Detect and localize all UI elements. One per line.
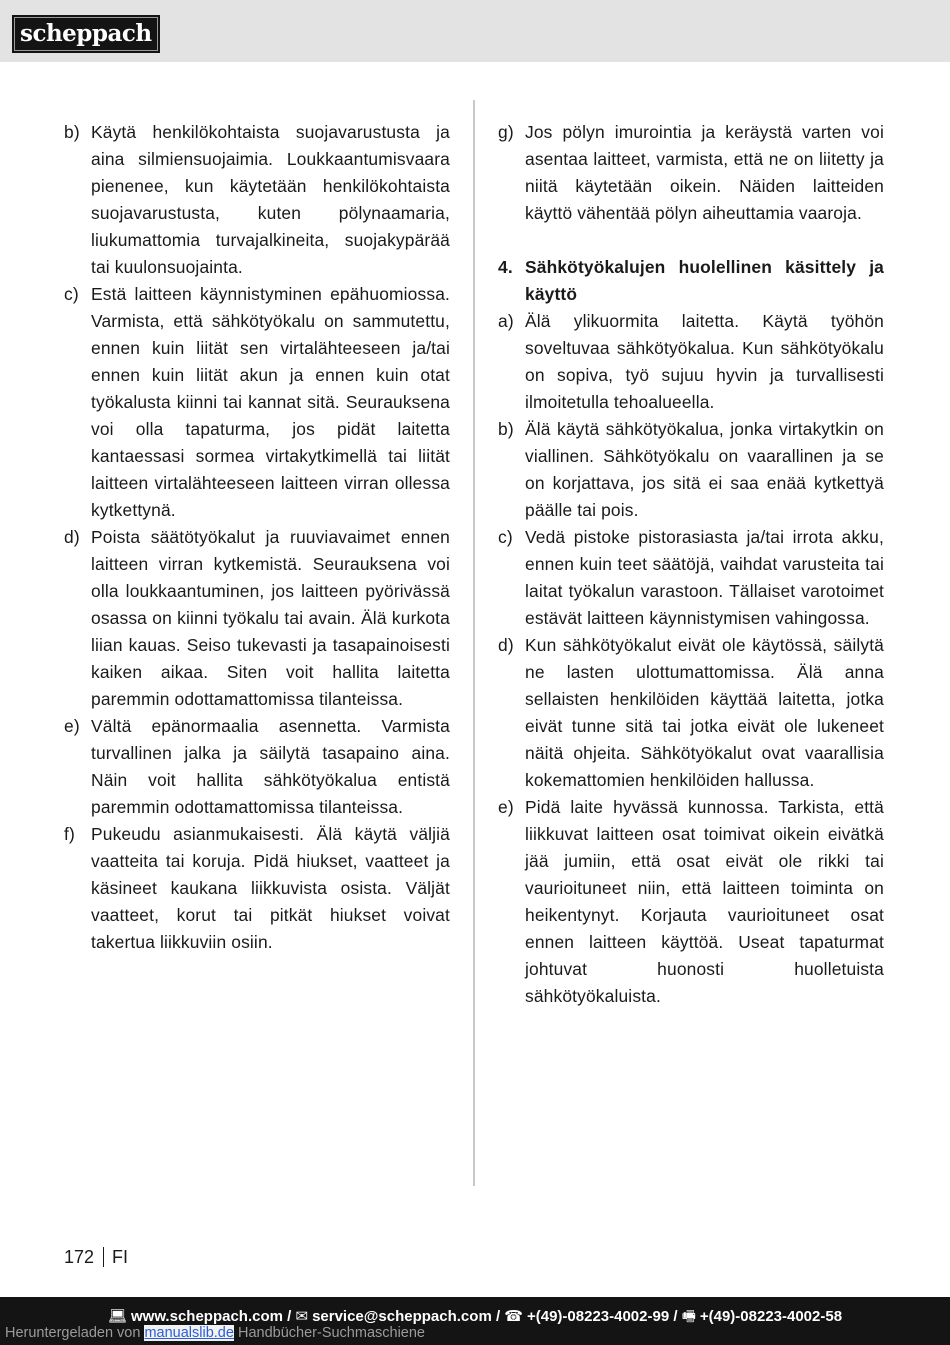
fax-icon: 🖷︎ bbox=[681, 1308, 696, 1325]
footer-bar bbox=[0, 1297, 950, 1345]
item-text: Käytä henkilökohtaista suojavarustusta ja aina silmiensuojaimia. Loukkaantumisvaara pienenee, kun käytetään henkilökohtaista suojavarustusta, kuten pölynaamaria, liukumattomia turvajalkineita, suojakypärää tai kuulonsuojainta. bbox=[91, 122, 450, 277]
list-item-e bbox=[64, 713, 450, 821]
item-text: Estä laitteen käynnistyminen epähuomiossa. Varmista, että sähkötyökalu on sammutettu, ennen kuin liität sen virtalähteeseen ja/tai ennen kuin liität akun ja ennen kuin otat työkalusta kiinni tai kannat sitä. Seurauksena voi olla tapaturma, jos pidät laitetta kantaessasi sormea virtakytkimellä tai liität laitteen virtalähteeseen laitteen virran ollessa kytkettynä. bbox=[91, 284, 450, 520]
page-language: FI bbox=[112, 1247, 129, 1267]
email-link[interactable]: service@scheppach.com / bbox=[312, 1308, 501, 1325]
list-item-d bbox=[498, 632, 884, 794]
item-text: Pukeudu asianmukaisesti. Älä käytä väljiä vaatteita tai koruja. Pidä hiukset, vaatteet ja käsineet kaukana liikkuvista osista. Väljät vaatteet, korut tai pitkät hiukset voivat takertua liikkuviin osiin. bbox=[91, 824, 450, 952]
list-item-b bbox=[498, 416, 884, 524]
item-marker: c) bbox=[64, 284, 79, 304]
item-marker: e) bbox=[64, 716, 80, 736]
list-item-c bbox=[498, 524, 884, 632]
list-item-e bbox=[498, 794, 884, 1010]
header-bar bbox=[0, 0, 950, 62]
left-column bbox=[64, 119, 450, 956]
scheppach-logo: scheppach bbox=[12, 15, 160, 53]
item-marker: f) bbox=[64, 824, 75, 844]
column-divider bbox=[473, 100, 475, 1186]
right-column bbox=[498, 119, 884, 1010]
download-prefix: Heruntergeladen von bbox=[5, 1325, 141, 1341]
item-text: Älä käytä sähkötyökalua, jonka virtakytkin on viallinen. Sähkötyökalu on vaarallinen ja se on korjattava, jos sitä ei saa enää kytkettyä päälle tai pois. bbox=[525, 419, 884, 520]
fax-number: +(49)-08223-4002-58 bbox=[699, 1308, 843, 1325]
item-marker: g) bbox=[498, 122, 514, 142]
item-text: Vedä pistoke pistorasiasta ja/tai irrota akku, ennen kuin teet säätöjä, vaihdat varusteita tai laitat työkalun varastoon. Tällaiset varotoimet estävät laitteen käynnistymisen vahingossa. bbox=[525, 527, 884, 628]
website-link[interactable]: www.scheppach.com / bbox=[130, 1308, 292, 1325]
item-text: Jos pölyn imurointia ja keräystä varten voi asentaa laitteet, varmista, että ne on liitetty ja niitä käytetään oikein. Näiden laitteiden käyttö vähentää pölyn aiheuttamia vaaroja. bbox=[525, 122, 884, 223]
item-text: Poista säätötyökalut ja ruuviavaimet ennen laitteen virran kytkemistä. Seurauksena voi olla loukkaantuminen, jos laitteen pyörivässä osassa on kiinni työkalu tai avain. Älä kurkota liian kauas. Seiso tukevasti ja tasapainoisesti kaiken aikaa. Siten voit hallita laitetta paremmin odottamattomissa tilanteissa. bbox=[91, 527, 450, 709]
phone-icon: ☎ bbox=[504, 1308, 523, 1325]
phone-number: +(49)-08223-4002-99 / bbox=[526, 1308, 678, 1325]
list-item-d bbox=[64, 524, 450, 713]
list-item-f bbox=[64, 821, 450, 956]
item-text: Pidä laite hyvässä kunnossa. Tarkista, että liikkuvat laitteen osat toimivat oikein eivätkä jää jumiin, että osat eivät ole rikki tai vaurioituneet niin, että laitteen toiminta on heikentynyt. Korjauta vaurioituneet osat ennen laitteen käyttöä. Useat tapaturmat johtuvat huonosti huolletuista sähkötyökaluista. bbox=[525, 797, 884, 1006]
manualslib-link[interactable]: manualslib.de bbox=[144, 1325, 234, 1341]
list-item-a bbox=[498, 308, 884, 416]
item-marker: d) bbox=[498, 635, 514, 655]
item-marker: e) bbox=[498, 797, 514, 817]
download-notice bbox=[5, 1324, 425, 1342]
item-text: Kun sähkötyökalut eivät ole käytössä, säilytä ne lasten ulottumattomissa. Älä anna sellaisten henkilöiden käyttää laitetta, jotka eivät tunne sitä tai jotka eivät ole lukeneet näitä ohjeita. Sähkötyökalut ovat vaarallisia kokemattomien henkilöiden hallussa. bbox=[525, 635, 884, 790]
list-item-b bbox=[64, 119, 450, 281]
section-number: 4. bbox=[498, 257, 513, 277]
page-separator bbox=[103, 1247, 104, 1267]
section-title: Sähkötyökalujen huolellinen käsittely ja käyttö bbox=[525, 257, 884, 304]
item-text: Vältä epänormaalia asennetta. Varmista turvallinen jalka ja säilytä tasapaino aina. Näin voit hallita sähkötyökalua entistä paremmin odottamattomissa tilanteissa. bbox=[91, 716, 450, 817]
item-marker: d) bbox=[64, 527, 80, 547]
laptop-icon: 💻︎ bbox=[107, 1308, 127, 1325]
page-number: 172 bbox=[64, 1247, 95, 1267]
item-marker: a) bbox=[498, 311, 514, 331]
item-marker: b) bbox=[498, 419, 514, 439]
envelope-icon: ✉ bbox=[295, 1308, 309, 1325]
item-marker: b) bbox=[64, 122, 80, 142]
list-item-g bbox=[498, 119, 884, 227]
item-marker: c) bbox=[498, 527, 513, 547]
section-heading bbox=[498, 254, 884, 308]
download-suffix: Handbücher-Suchmaschiene bbox=[237, 1325, 425, 1341]
list-item-c bbox=[64, 281, 450, 524]
item-text: Älä ylikuormita laitetta. Käytä työhön soveltuvaa sähkötyökalua. Kun sähkötyökalu on sopiva, työ sujuu hyvin ja turvallisesti ilmoitetulla tehoalueella. bbox=[525, 311, 884, 412]
page-number-block bbox=[64, 1244, 128, 1270]
